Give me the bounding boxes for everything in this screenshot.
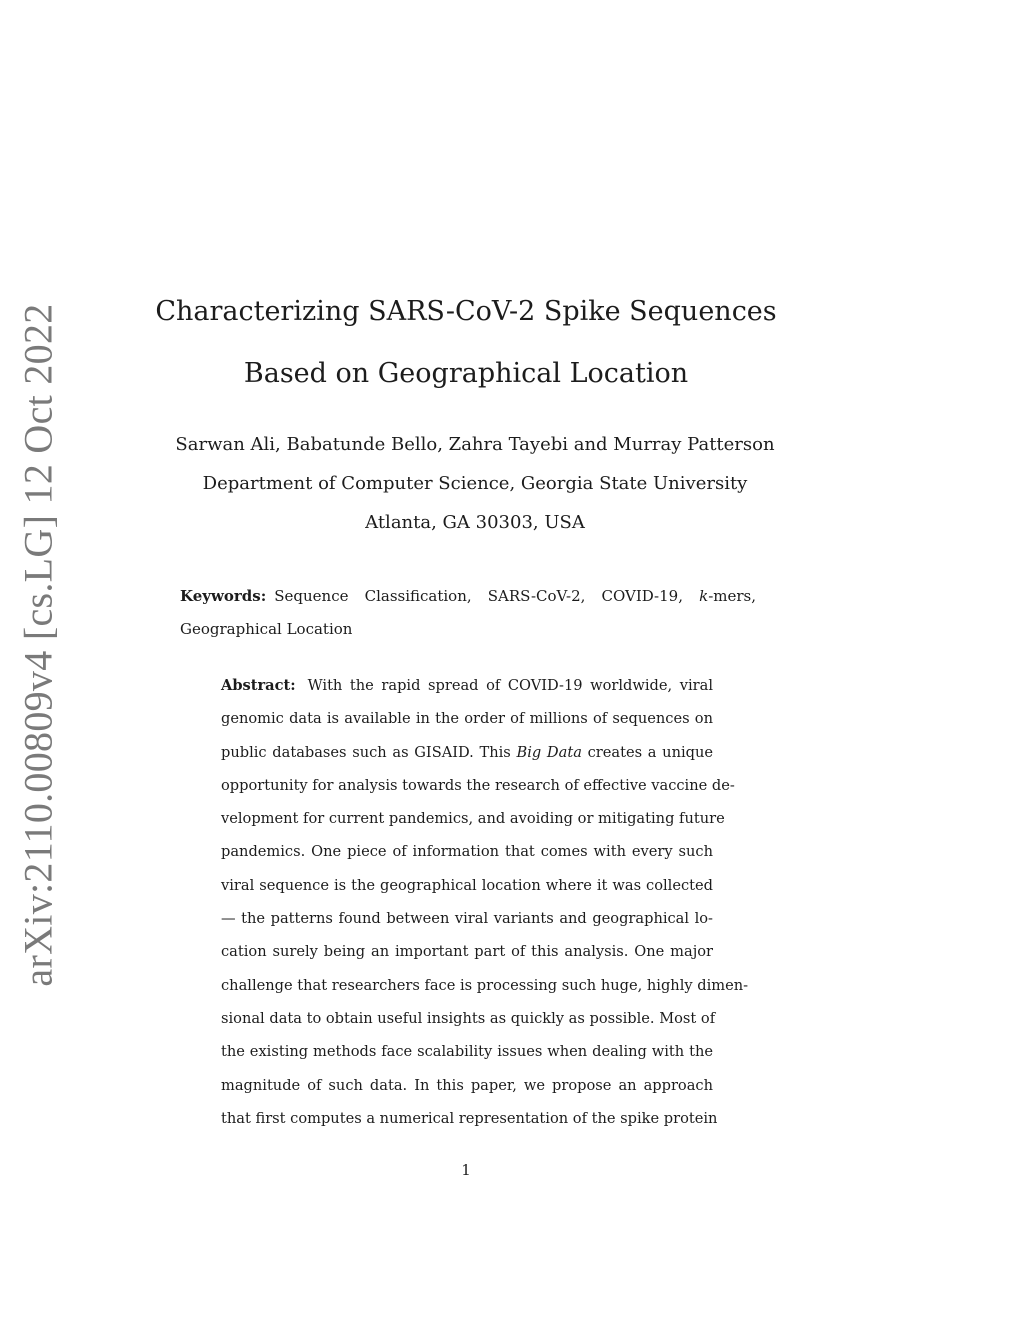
keywords-text-b: -mers, Geographical Location xyxy=(180,587,756,638)
abstract-line: pandemics. One piece of information that comes with every such xyxy=(221,843,713,861)
abstract-line: — the patterns found between viral variants and geographical lo- xyxy=(221,910,713,928)
abstract-line: magnitude of such data. In this paper, we propose an approach xyxy=(221,1076,713,1094)
abstract-line: challenge that researchers face is processing such huge, highly dimen- xyxy=(221,976,749,994)
page-number: 1 xyxy=(461,1161,471,1179)
affiliation-address: Atlanta, GA 30303, USA xyxy=(365,512,585,533)
abstract-line: opportunity for analysis towards the research of effective vaccine de- xyxy=(221,776,735,794)
abstract-label: Abstract: xyxy=(221,677,296,694)
paper-title-line-1: Characterizing SARS-CoV-2 Spike Sequences xyxy=(155,296,777,327)
abstract-line: public databases such as GISAID. This Big Data creates a unique xyxy=(221,743,714,761)
keywords-text-a: Sequence Classification, SARS-CoV-2, COVID-19, xyxy=(274,587,683,605)
abstract-line: viral sequence is the geographical location where it was collected xyxy=(221,876,713,894)
abstract-line: cation surely being an important part of this analysis. One major xyxy=(221,943,713,961)
affiliation-department: Department of Computer Science, Georgia State University xyxy=(202,473,748,494)
keywords-section xyxy=(180,580,756,646)
abstract-line: sional data to obtain useful insights as quickly as possible. Most of xyxy=(221,1009,716,1027)
abstract-line: the existing methods face scalability issues when dealing with the xyxy=(221,1043,713,1061)
abstract-line: Abstract: With the rapid spread of COVID-19 worldwide, viral xyxy=(221,677,713,694)
author-list: Sarwan Ali, Babatunde Bello, Zahra Tayebi and Murray Patterson xyxy=(175,434,775,455)
big-data-emphasis: Big Data xyxy=(516,743,582,761)
abstract-line: that first computes a numerical representation of the spike protein xyxy=(221,1109,718,1127)
keywords-label: Keywords: xyxy=(180,587,267,605)
abstract-section xyxy=(221,674,749,1140)
arxiv-identifier-stamp[interactable]: arXiv:2110.00809v4 [cs.LG] 12 Oct 2022 xyxy=(15,303,61,987)
abstract-line: velopment for current pandemics, and avoiding or mitigating future xyxy=(221,810,725,828)
abstract-line: genomic data is available in the order of millions of sequences on xyxy=(221,710,713,728)
paper-title-line-2: Based on Geographical Location xyxy=(243,358,689,389)
keywords-k: k xyxy=(699,587,709,605)
